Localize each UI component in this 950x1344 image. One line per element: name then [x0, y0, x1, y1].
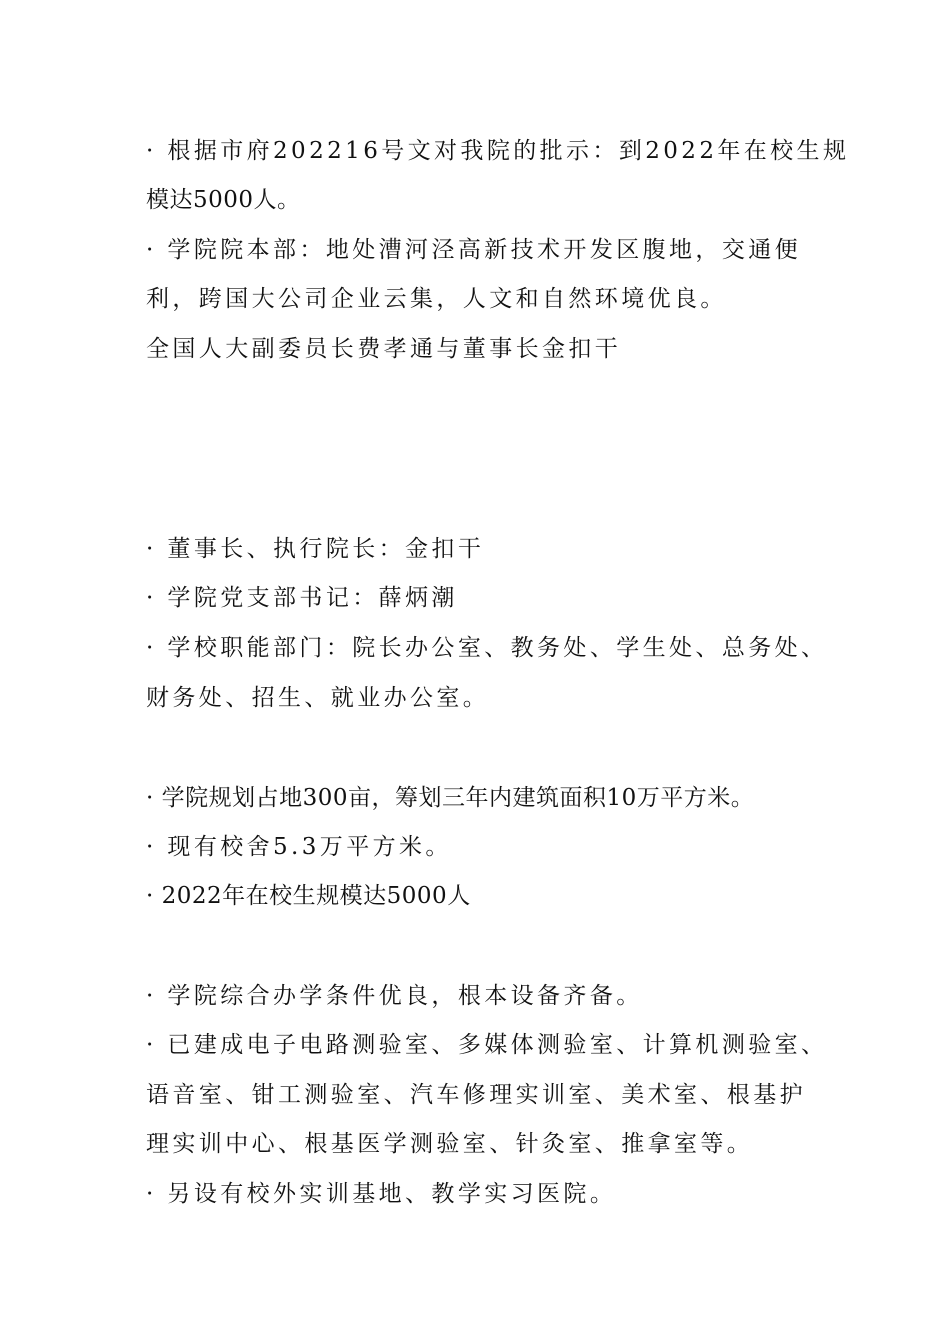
text-line: 模达5000人。	[146, 187, 301, 213]
text-line: · 学院院本部：地处漕河泾高新技术开发区腹地，交通便	[146, 237, 802, 263]
text-line: 财务处、招生、就业办公室。	[146, 685, 490, 711]
text-line: · 2022年在校生规模达5000人	[146, 883, 471, 909]
text-line: · 学院规划占地300亩，筹划三年内建筑面积10万平方米。	[146, 785, 755, 811]
text-line: 利，跨国大公司企业云集，人文和自然环境优良。	[146, 286, 727, 312]
text-line: · 学校职能部门：院长办公室、教务处、学生处、总务处、	[146, 635, 828, 661]
text-line: · 现有校舍5.3万平方米。	[146, 834, 452, 860]
text-line: · 董事长、执行院长：金扣干	[146, 536, 485, 562]
text-line: 理实训中心、根基医学测验室、针灸室、推拿室等。	[146, 1131, 754, 1157]
text-line: · 学院党支部书记：薛炳潮	[146, 585, 458, 611]
text-line: · 已建成电子电路测验室、多媒体测验室、计算机测验室、	[146, 1032, 828, 1058]
text-line: · 根据市府202216号文对我院的批示：到2022年在校生规	[146, 138, 850, 164]
photo-caption: 全国人大副委员长费孝通与董事长金扣干	[146, 336, 622, 362]
text-line: · 另设有校外实训基地、教学实习医院。	[146, 1181, 617, 1207]
text-line: · 学院综合办学条件优良，根本设备齐备。	[146, 983, 643, 1009]
text-line: 语音室、钳工测验室、汽车修理实训室、美术室、根基护	[146, 1082, 806, 1108]
